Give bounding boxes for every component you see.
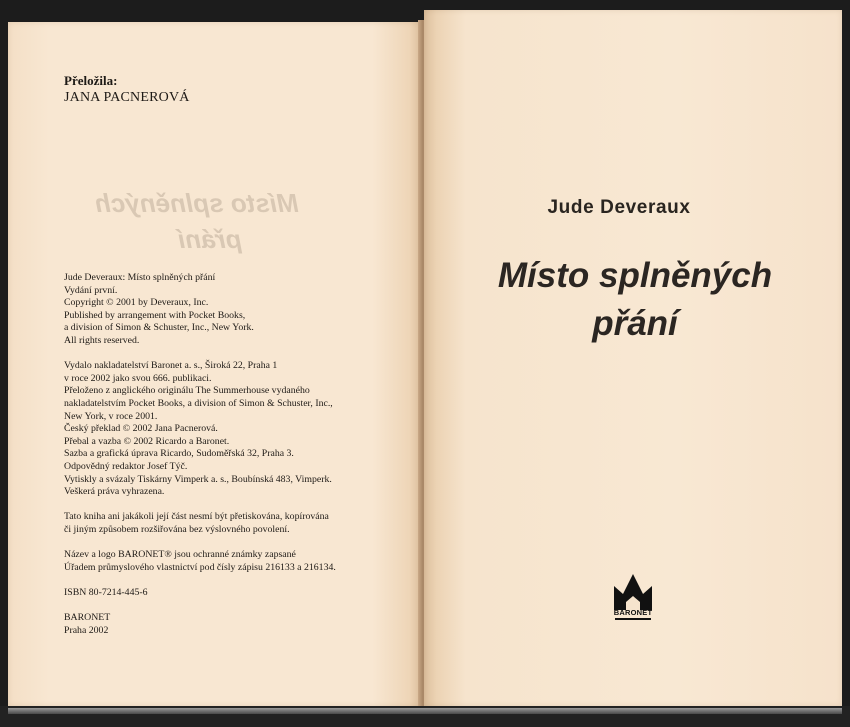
imprint-line: Published by arrangement with Pocket Books, [64,309,246,321]
imprint-line: All rights reserved. [64,334,140,346]
imprint-line: Veškerá práva vyhrazena. [64,486,165,498]
imprint-line: nakladatelstvím Pocket Books, a division of Simon & Schuster, Inc., [64,397,333,409]
imprint-block [64,272,364,348]
imprint-line: Vytiskly a svázaly Tiskárny Vimperk a. s., Boubínská 483, Vimperk. [64,473,332,485]
imprint-line: Úřadem průmyslového vlastnictví pod čísly zápisu 216133 a 216134. [64,561,336,573]
book-title [440,252,830,348]
imprint-line: Odpovědný redaktor Josef Týč. [64,460,188,472]
imprint-line: ISBN 80-7214-445-6 [64,586,148,598]
imprint-line: či jiným způsobem rozšiřována bez výslovného povolení. [64,523,290,535]
imprint-line: Copyright © 2001 by Deveraux, Inc. [64,297,209,309]
book-title-line-2: přání [592,304,678,343]
imprint-text [64,272,364,650]
book-title-line-1: Místo splněných [497,256,773,295]
imprint-block [64,511,364,536]
imprint-line: Přeloženo z anglického originálu The Summerhouse vydaného [64,385,310,397]
imprint-block [64,549,364,574]
show-through-title-2: přání [178,224,242,254]
author-name: Jude Deveraux [547,197,691,218]
imprint-line: Přebal a vazba © 2002 Ricardo a Baronet. [64,435,230,447]
imprint-line: Tato kniha ani jakákoli její část nesmí být přetiskována, kopírována [64,511,329,523]
imprint-line: New York, v roce 2001. [64,410,158,422]
translator-name: JANA PACNEROVÁ [64,90,190,105]
translator-label: Přeložila: [64,73,118,88]
imprint-line: v roce 2002 jako svou 666. publikaci. [64,372,212,384]
imprint-line: Český překlad © 2002 Jana Pacnerová. [64,423,218,435]
imprint-block [64,360,364,499]
publisher-logo-text: BARONET [613,608,653,617]
imprint-line: Jude Deveraux: Místo splněných přání [64,272,216,283]
publisher-logo-underline [615,618,651,620]
imprint-line: Vydalo nakladatelství Baronet a. s., Široká 22, Praha 1 [64,360,278,372]
imprint-line: Název a logo BARONET® jsou ochranné známky zapsané [64,549,296,561]
show-through-title-1: Místo splněných [95,188,299,218]
imprint-block [64,612,364,637]
bottom-edge [0,706,850,727]
imprint-line: a division of Simon & Schuster, Inc., New York. [64,322,254,334]
imprint-line: Praha 2002 [64,624,109,636]
imprint-line: Sazba a grafická úprava Ricardo, Sudoměřská 32, Praha 3. [64,448,294,460]
imprint-line: Vydání první. [64,284,118,296]
imprint-line: BARONET [64,612,111,624]
imprint-block [64,587,364,600]
page-edge-strip [8,708,842,714]
